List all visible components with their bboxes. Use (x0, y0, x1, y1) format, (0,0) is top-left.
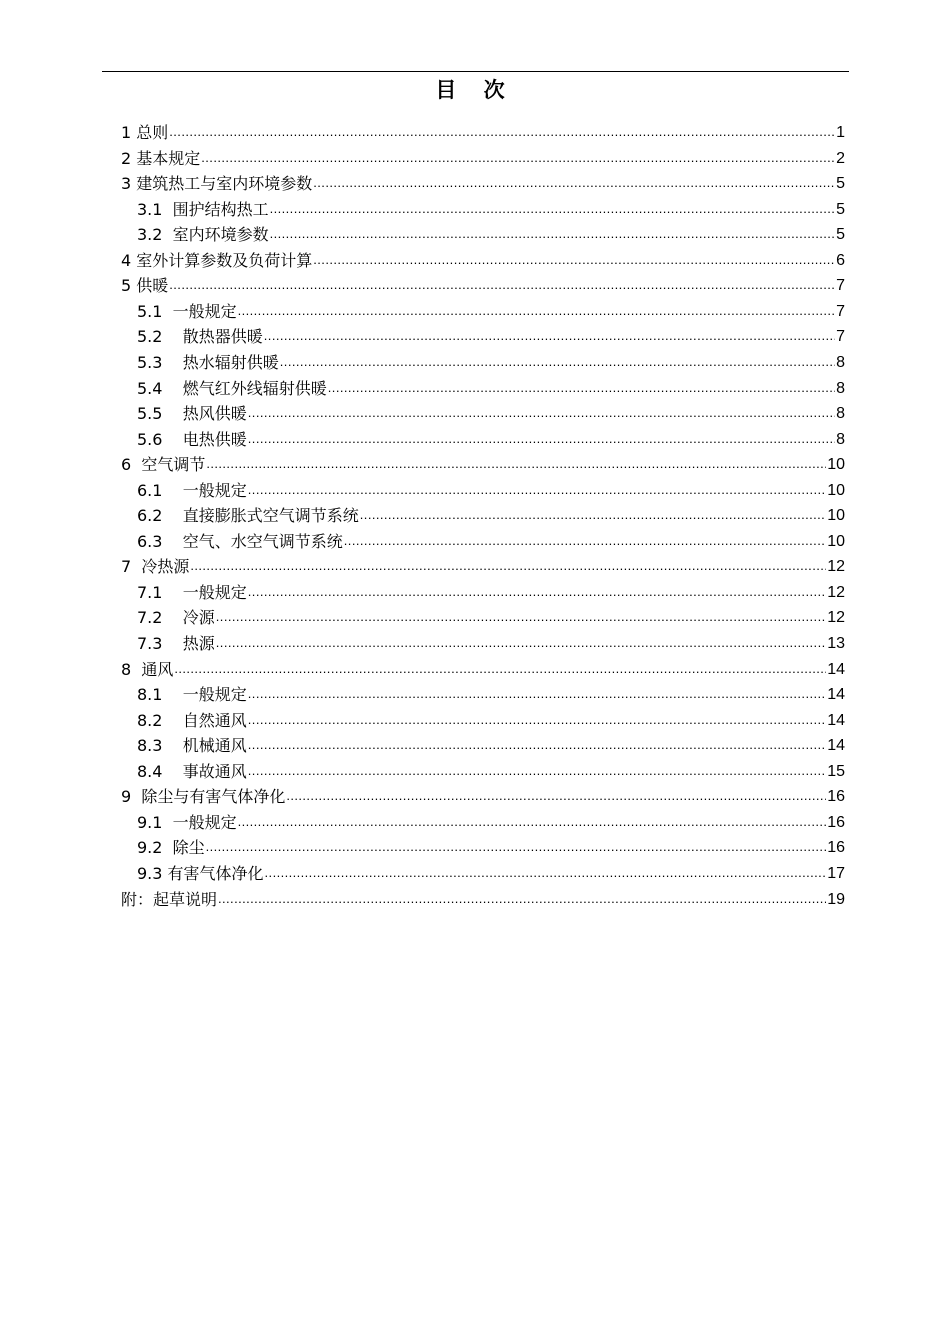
toc-page-number: 8 (836, 353, 845, 371)
toc-page-number: 12 (827, 609, 845, 627)
toc-entry[interactable] (137, 759, 845, 783)
toc-page-number: 8 (836, 405, 845, 423)
toc-entry[interactable] (137, 682, 845, 706)
toc-page-number: 14 (827, 660, 845, 678)
toc-dot-leader (286, 787, 826, 805)
toc-dot-leader (169, 123, 835, 141)
page-title: 目 次 (435, 78, 515, 102)
toc-entry-title: 9.2 除尘 (137, 838, 205, 858)
toc-dot-leader (206, 455, 826, 473)
toc-entry[interactable] (137, 299, 845, 323)
toc-entry[interactable] (137, 605, 845, 629)
toc-entry-title: 8.3 机械通风 (137, 736, 247, 756)
toc-entry-title: 1 总则 (121, 123, 169, 142)
toc-page-number: 10 (827, 481, 845, 499)
toc-dot-leader (248, 762, 826, 780)
toc-page-number: 5 (836, 175, 845, 193)
toc-entry[interactable] (137, 222, 845, 246)
toc-entry[interactable] (137, 478, 845, 502)
toc-entry-title: 8.1 一般规定 (137, 685, 247, 705)
toc-dot-leader (190, 557, 826, 575)
toc-dot-leader (248, 430, 835, 448)
toc-entry-title: 7.3 热源 (137, 634, 215, 653)
toc-entry-title: 7.2 冷源 (137, 608, 215, 628)
toc-page-number: 10 (827, 507, 845, 525)
toc-page-number: 15 (827, 762, 845, 780)
toc-entry[interactable] (121, 248, 845, 272)
toc-dot-leader (248, 736, 826, 754)
toc-entry-title: 8.4 事故通风 (137, 761, 247, 781)
toc-entry[interactable] (137, 427, 845, 451)
toc-entry[interactable] (137, 529, 845, 553)
toc-entry-title: 8.2 自然通风 (137, 710, 247, 730)
toc-dot-leader (216, 634, 826, 652)
toc-dot-leader (264, 327, 835, 345)
toc-entry-title: 6.1 一般规定 (137, 480, 247, 500)
toc-entry[interactable] (121, 120, 845, 144)
toc-entry[interactable] (121, 554, 845, 578)
toc-entry[interactable] (121, 452, 845, 476)
toc-entry-title: 6 空气调节 (121, 455, 206, 475)
toc-entry-title: 7 冷热源 (121, 557, 190, 577)
toc-entry[interactable] (121, 146, 845, 170)
toc-page-number: 16 (827, 813, 845, 831)
toc-entry[interactable] (121, 171, 845, 195)
toc-dot-leader (280, 353, 835, 371)
toc-entry-title: 5.1 一般规定 (137, 301, 237, 321)
toc-entry-title: 9.3 有害气体净化 (137, 863, 264, 883)
toc-dot-leader (270, 200, 835, 218)
toc-page-number: 13 (827, 635, 845, 652)
toc-entry[interactable] (137, 350, 845, 374)
toc-dot-leader (265, 864, 827, 882)
toc-entry[interactable] (137, 861, 845, 885)
toc-page-number: 6 (836, 251, 845, 269)
toc-dot-leader (201, 149, 835, 167)
toc-dot-leader (270, 225, 835, 243)
toc-dot-leader (313, 174, 835, 192)
toc-dot-leader (238, 813, 827, 831)
toc-entry-title: 3 建筑热工与室内环境参数 (121, 174, 313, 194)
toc-dot-leader (174, 660, 826, 678)
toc-dot-leader (248, 583, 826, 601)
toc-entry-title: 3.1 围护结构热工 (137, 199, 269, 219)
toc-page-number: 7 (836, 277, 845, 295)
toc-entry[interactable] (137, 631, 845, 655)
toc-page-number: 1 (836, 124, 845, 141)
toc-page-number: 17 (827, 864, 845, 882)
toc-dot-leader (238, 302, 835, 320)
toc-dot-leader (206, 838, 827, 856)
toc-dot-leader (218, 890, 826, 908)
toc-entry-title: 附：起草说明 (121, 889, 218, 909)
toc-entry[interactable] (137, 324, 845, 348)
toc-entry[interactable] (137, 810, 845, 834)
toc-entry[interactable] (137, 401, 845, 425)
toc-dot-leader (313, 251, 835, 269)
toc-page-number: 8 (836, 379, 845, 397)
toc-entry-title: 5.4 燃气红外线辐射供暖 (137, 378, 327, 398)
toc-entry-title: 5.3 热水辐射供暖 (137, 352, 279, 372)
toc-entry-title: 5.2 散热器供暖 (137, 327, 263, 347)
toc-page-number: 14 (827, 711, 845, 729)
toc-page-number: 5 (836, 226, 845, 244)
header-rule (102, 71, 849, 72)
toc-page-number: 19 (827, 890, 845, 908)
toc-entry-title: 4 室外计算参数及负荷计算 (121, 250, 313, 270)
toc-page-number: 10 (827, 456, 845, 474)
toc-page-number: 12 (827, 583, 845, 601)
toc-entry-title: 3.2 室内环境参数 (137, 225, 269, 245)
toc-page-number: 7 (836, 302, 845, 320)
toc-entry[interactable] (137, 376, 845, 400)
toc-dot-leader (248, 404, 835, 422)
toc-entry-title: 7.1 一般规定 (137, 582, 247, 602)
toc-dot-leader (328, 379, 835, 397)
toc-entry-title: 8 通风 (121, 659, 174, 679)
toc-page-number: 10 (827, 532, 845, 550)
toc-entry[interactable] (137, 580, 845, 604)
toc-entry-title: 6.3 空气、水空气调节系统 (137, 531, 343, 551)
toc-entry-title: 6.2 直接膨胀式空气调节系统 (137, 506, 359, 526)
toc-page-number: 2 (836, 149, 845, 167)
toc-entry[interactable] (137, 708, 845, 732)
toc-entry[interactable] (121, 784, 845, 808)
toc-dot-leader (360, 506, 826, 524)
toc-entry[interactable] (121, 657, 845, 681)
toc-page-number: 8 (836, 430, 845, 448)
toc-entry-title: 5.5 热风供暖 (137, 404, 247, 424)
toc-entry-title: 5.6 电热供暖 (137, 429, 247, 449)
toc-dot-leader (169, 276, 835, 294)
toc-page-number: 5 (836, 200, 845, 218)
toc-entry[interactable] (137, 733, 845, 757)
toc-entry[interactable] (137, 503, 845, 527)
toc-dot-leader (248, 685, 826, 703)
toc-page-number: 16 (827, 788, 845, 806)
toc-entry[interactable] (121, 887, 845, 911)
toc-entry-title: 2 基本规定 (121, 148, 201, 168)
toc-dot-leader (344, 532, 826, 550)
toc-page-number: 16 (827, 839, 845, 857)
toc-dot-leader (248, 711, 826, 729)
toc-dot-leader (216, 608, 826, 626)
toc-dot-leader (248, 481, 826, 499)
toc-entry-title: 9 除尘与有害气体净化 (121, 787, 286, 807)
toc-page-number: 14 (827, 737, 845, 755)
toc-page-number: 12 (827, 558, 845, 576)
toc-entry[interactable] (137, 835, 845, 859)
toc-entry-title: 9.1 一般规定 (137, 812, 237, 832)
toc-page-number: 7 (836, 328, 845, 346)
toc-page-number: 14 (827, 686, 845, 704)
toc-entry[interactable] (137, 197, 845, 221)
toc-entry-title: 5 供暖 (121, 276, 169, 296)
toc-entry[interactable] (121, 273, 845, 297)
